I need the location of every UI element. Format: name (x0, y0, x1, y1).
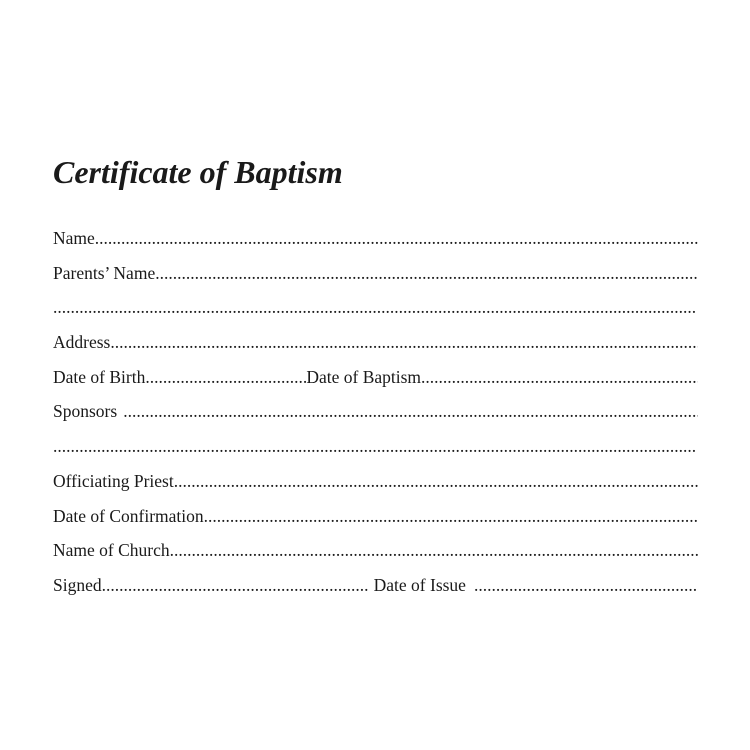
date-of-confirmation-label: Date of Confirmation (53, 505, 204, 526)
certificate-title: Certificate of Baptism (53, 154, 343, 190)
parents-name-entry-line[interactable] (155, 261, 698, 285)
signed-entry-line[interactable] (102, 573, 368, 597)
name-entry-line[interactable] (95, 226, 698, 250)
name-of-church-entry-line[interactable] (170, 538, 698, 562)
officiating-priest-entry-line[interactable] (174, 469, 698, 493)
date-of-baptism-label: Date of Baptism (306, 366, 422, 387)
address-label: Address (53, 332, 111, 353)
sponsors-row (53, 399, 698, 434)
date-of-confirmation-row (53, 504, 698, 539)
date-of-birth-label: Date of Birth (53, 366, 146, 387)
date-of-birth-entry-line[interactable] (145, 365, 306, 389)
name-label: Name (53, 228, 95, 248)
date-of-issue-entry-line[interactable] (474, 573, 698, 597)
sponsors-label: Sponsors (53, 401, 118, 422)
sponsors-entry-line[interactable] (123, 399, 698, 423)
parents-name-label: Parents’ Name (53, 262, 156, 283)
signed-label: Signed (53, 574, 102, 595)
officiating-priest-label: Officiating Priest (53, 470, 174, 491)
sponsors-continuation-line[interactable] (53, 434, 695, 458)
parents-name-row (53, 261, 698, 296)
name-of-church-label: Name of Church (53, 540, 170, 561)
date-of-issue-label: Date of Issue (373, 574, 466, 595)
name-row (53, 226, 698, 261)
parents-name-continuation-row (53, 295, 698, 330)
address-row (53, 330, 698, 365)
date-of-confirmation-entry-line[interactable] (204, 504, 698, 528)
officiating-priest-row (53, 469, 698, 504)
name-of-church-row (53, 538, 698, 573)
certificate-field-list (53, 226, 698, 608)
signed-and-issue-date-row (53, 573, 698, 608)
address-entry-line[interactable] (110, 330, 698, 354)
sponsors-continuation-row (53, 434, 698, 469)
parents-name-continuation-line[interactable] (53, 295, 695, 319)
birth-and-baptism-date-row (53, 365, 698, 400)
date-of-baptism-entry-line[interactable] (421, 365, 698, 389)
